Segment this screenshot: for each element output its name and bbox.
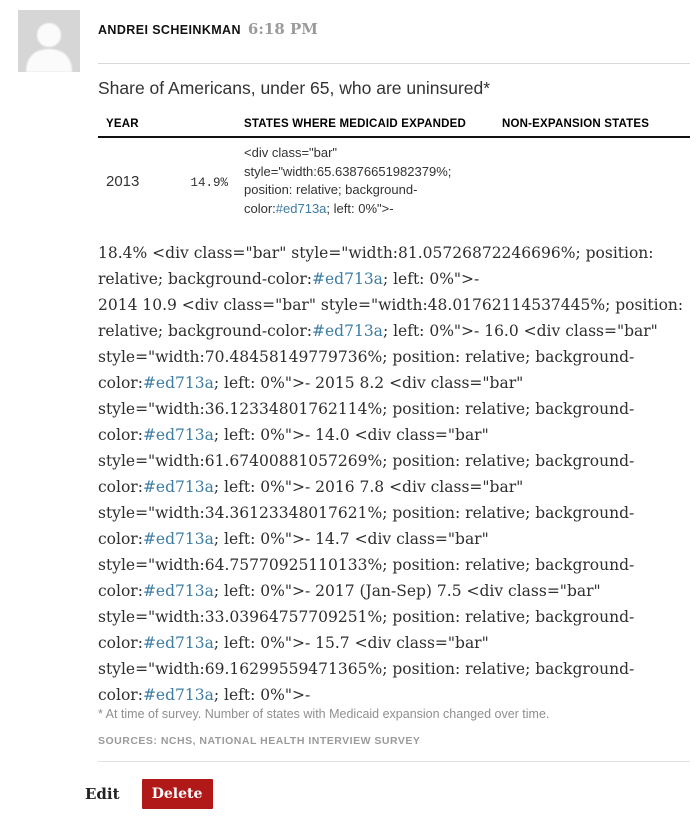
code-line: position: relative; background- bbox=[244, 182, 418, 197]
footnote: * At time of survey. Number of states with Medicaid expansion changed over time. bbox=[98, 707, 550, 721]
code-line: style="width:33.03964757709251%; position: relative; background- bbox=[98, 608, 635, 626]
code-line: relative; background-color:#ed713a; left: 0%">- bbox=[98, 270, 480, 288]
code-line: color:#ed713a; left: 0%">- bbox=[98, 686, 311, 704]
code-line: style="width:34.36123348017621%; position: relative; background- bbox=[98, 504, 635, 522]
broken-chart-markup-text bbox=[98, 240, 690, 708]
hex-color-token: #ed713a bbox=[275, 200, 327, 216]
hex-color-token: #ed713a bbox=[312, 270, 383, 288]
year-cell bbox=[98, 173, 244, 190]
action-bar bbox=[85, 779, 213, 809]
code-line: relative; background-color:#ed713a; left: 0%">- 16.0 <div class="bar" bbox=[98, 322, 658, 340]
code-line: style="width:64.75770925110133%; position: relative; background- bbox=[98, 556, 635, 574]
hex-color-token: #ed713a bbox=[142, 478, 214, 496]
code-line: style="width:61.67400881057269%; position: relative; background- bbox=[98, 452, 635, 470]
code-line: color:#ed713a; left: 0%">- 14.0 <div class="bar" bbox=[98, 426, 489, 444]
table-row bbox=[98, 138, 690, 218]
sources-line: SOURCES: NCHS, NATIONAL HEALTH INTERVIEW SURVEY bbox=[98, 735, 421, 747]
table-header-row bbox=[98, 118, 690, 138]
hex-color-token: #ed713a bbox=[142, 426, 214, 444]
author-name: ANDREI SCHEINKMAN bbox=[98, 23, 241, 37]
hex-color-token: #ed713a bbox=[142, 374, 214, 392]
divider bbox=[98, 761, 690, 762]
code-line: style="width:70.48458149779736%; position: relative; background- bbox=[98, 348, 635, 366]
divider bbox=[98, 63, 690, 64]
code-line: color:#ed713a; left: 0%">- 14.7 <div class="bar" bbox=[98, 530, 489, 548]
edit-button[interactable]: Edit bbox=[85, 785, 120, 803]
column-header-nonexpansion: NON-EXPANSION STATES bbox=[502, 118, 650, 130]
timestamp: 6:18 PM bbox=[247, 20, 318, 38]
code-line: 18.4% <div class="bar" style="width:81.05726872246696%; position: bbox=[98, 244, 654, 262]
data-table bbox=[98, 118, 690, 218]
code-line: style="width:69.16299559471365%; position: relative; background- bbox=[98, 660, 635, 678]
code-line: <div class="bar" bbox=[244, 145, 338, 160]
delete-button[interactable]: Delete bbox=[142, 779, 213, 809]
code-line: color:#ed713a; left: 0%">- bbox=[244, 200, 394, 216]
year-value: 2013 bbox=[106, 172, 140, 190]
column-header-year: YEAR bbox=[106, 118, 139, 130]
code-line: 2014 10.9 <div class="bar" style="width:48.01762114537445%; position: bbox=[98, 296, 684, 314]
chart-title: Share of Americans, under 65, who are uninsured* bbox=[98, 78, 491, 98]
person-silhouette-icon bbox=[18, 10, 80, 72]
hex-color-token: #ed713a bbox=[142, 634, 214, 652]
code-line: style="width:65.63876651982379%; bbox=[244, 163, 452, 179]
hex-color-token: #ed713a bbox=[142, 686, 214, 704]
code-line: color:#ed713a; left: 0%">- 2016 7.8 <div class="bar" bbox=[98, 478, 524, 496]
percent-value: 14.9% bbox=[190, 175, 228, 190]
hex-color-token: #ed713a bbox=[142, 530, 214, 548]
hex-color-token: #ed713a bbox=[142, 582, 214, 600]
comment-header bbox=[98, 20, 318, 39]
hex-color-token: #ed713a bbox=[312, 322, 383, 340]
code-line: color:#ed713a; left: 0%">- 2017 (Jan-Sep) 7.5 <div class="bar" bbox=[98, 582, 601, 600]
code-line: style="width:36.12334801762114%; position: relative; background- bbox=[98, 400, 635, 418]
code-line: color:#ed713a; left: 0%">- 2015 8.2 <div class="bar" bbox=[98, 374, 524, 392]
code-line: color:#ed713a; left: 0%">- 15.7 <div class="bar" bbox=[98, 634, 489, 652]
broken-bar-markup-cell bbox=[244, 144, 502, 218]
avatar bbox=[18, 10, 80, 72]
column-header-expanded: STATES WHERE MEDICAID EXPANDED bbox=[244, 118, 466, 130]
